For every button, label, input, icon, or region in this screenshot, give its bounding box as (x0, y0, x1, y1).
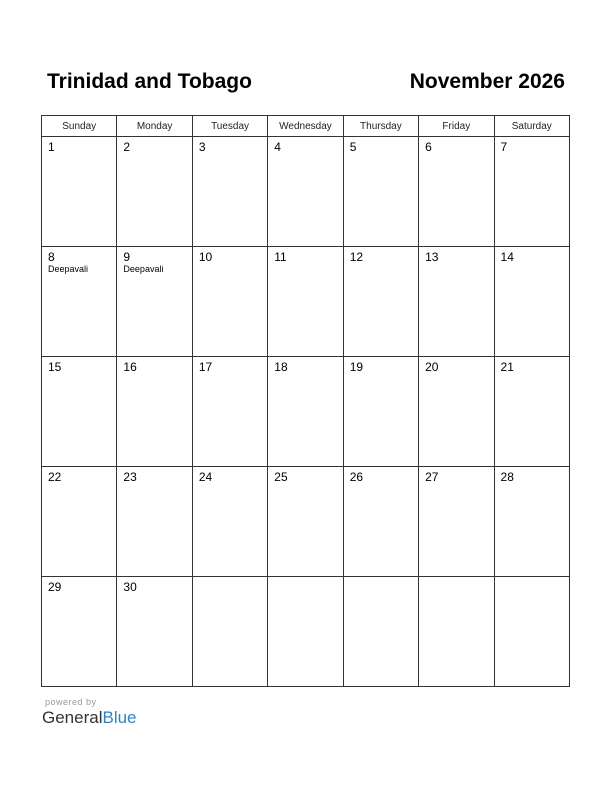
day-cell (268, 137, 343, 247)
day-cell (419, 137, 494, 247)
month-year-title: November 2026 (409, 70, 565, 93)
day-cell (494, 467, 569, 577)
day-number: 21 (500, 360, 514, 374)
day-cell (42, 247, 117, 357)
day-cell (419, 577, 494, 687)
country-title: Trinidad and Tobago (47, 70, 252, 93)
holiday-label: Deepavali (123, 264, 164, 274)
week-row (42, 467, 570, 577)
day-cell (343, 357, 418, 467)
day-cell (268, 467, 343, 577)
week-row (42, 577, 570, 687)
day-number: 9 (123, 250, 131, 264)
weekday-header: Saturday (494, 116, 569, 137)
day-number: 22 (48, 470, 62, 484)
day-number: 28 (500, 470, 514, 484)
day-number: 24 (198, 470, 213, 484)
day-cell (343, 137, 418, 247)
day-cell (117, 137, 192, 247)
day-number: 19 (349, 360, 364, 374)
day-cell (268, 247, 343, 357)
day-number: 30 (123, 580, 137, 594)
day-cell (117, 247, 192, 357)
day-number: 16 (123, 360, 137, 374)
day-number: 10 (198, 250, 213, 264)
day-cell (343, 467, 418, 577)
day-cell (192, 137, 267, 247)
day-cell (117, 357, 192, 467)
day-cell (42, 137, 117, 247)
weekday-header-row (42, 116, 570, 137)
day-cell (42, 577, 117, 687)
week-row (42, 357, 570, 467)
logo-text-blue: Blue (102, 708, 137, 727)
day-number: 14 (500, 250, 514, 264)
day-cell (192, 467, 267, 577)
day-number (268, 577, 342, 580)
day-number: 23 (123, 470, 137, 484)
weekday-header: Tuesday (192, 116, 267, 137)
day-cell (42, 467, 117, 577)
day-cell (343, 247, 418, 357)
day-cell (419, 247, 494, 357)
day-number: 6 (425, 140, 432, 154)
day-cell (192, 577, 267, 687)
day-number: 18 (274, 360, 288, 374)
weekday-header: Thursday (343, 116, 418, 137)
day-cell (343, 577, 418, 687)
day-cell (192, 247, 267, 357)
day-number: 5 (349, 140, 357, 154)
weekday-header: Friday (419, 116, 494, 137)
day-number: 7 (500, 140, 508, 154)
day-cell (117, 577, 192, 687)
day-number: 8 (48, 250, 55, 264)
day-cell (494, 357, 569, 467)
day-cell (419, 467, 494, 577)
day-number: 27 (425, 470, 439, 484)
day-number (344, 577, 418, 580)
day-number (419, 577, 493, 580)
weekday-header: Monday (117, 116, 192, 137)
week-row (42, 137, 570, 247)
day-number: 2 (123, 140, 131, 154)
generalblue-logo[interactable] (42, 708, 137, 728)
powered-by-label: powered by (45, 697, 97, 707)
holiday-label: Deepavali (48, 264, 89, 274)
day-cell (494, 247, 569, 357)
day-number: 15 (48, 360, 62, 374)
day-number: 29 (48, 580, 62, 594)
day-number: 12 (349, 250, 364, 264)
day-cell (117, 467, 192, 577)
day-number: 26 (349, 470, 364, 484)
day-number: 1 (48, 140, 55, 154)
weekday-header: Wednesday (268, 116, 343, 137)
day-cell (192, 357, 267, 467)
logo-text-general: General (42, 708, 103, 727)
day-cell (268, 357, 343, 467)
day-cell (494, 137, 569, 247)
day-number: 13 (425, 250, 439, 264)
day-number (495, 577, 569, 580)
day-number: 3 (198, 140, 206, 154)
day-cell (419, 357, 494, 467)
day-number: 17 (198, 360, 213, 374)
day-number: 4 (274, 140, 281, 154)
day-number: 11 (274, 250, 287, 264)
weekday-header: Sunday (42, 116, 117, 137)
day-number (193, 577, 267, 580)
calendar-grid (41, 115, 570, 687)
day-cell (268, 577, 343, 687)
day-number: 20 (425, 360, 439, 374)
day-cell (494, 577, 569, 687)
day-cell (42, 357, 117, 467)
day-number: 25 (274, 470, 288, 484)
week-row (42, 247, 570, 357)
